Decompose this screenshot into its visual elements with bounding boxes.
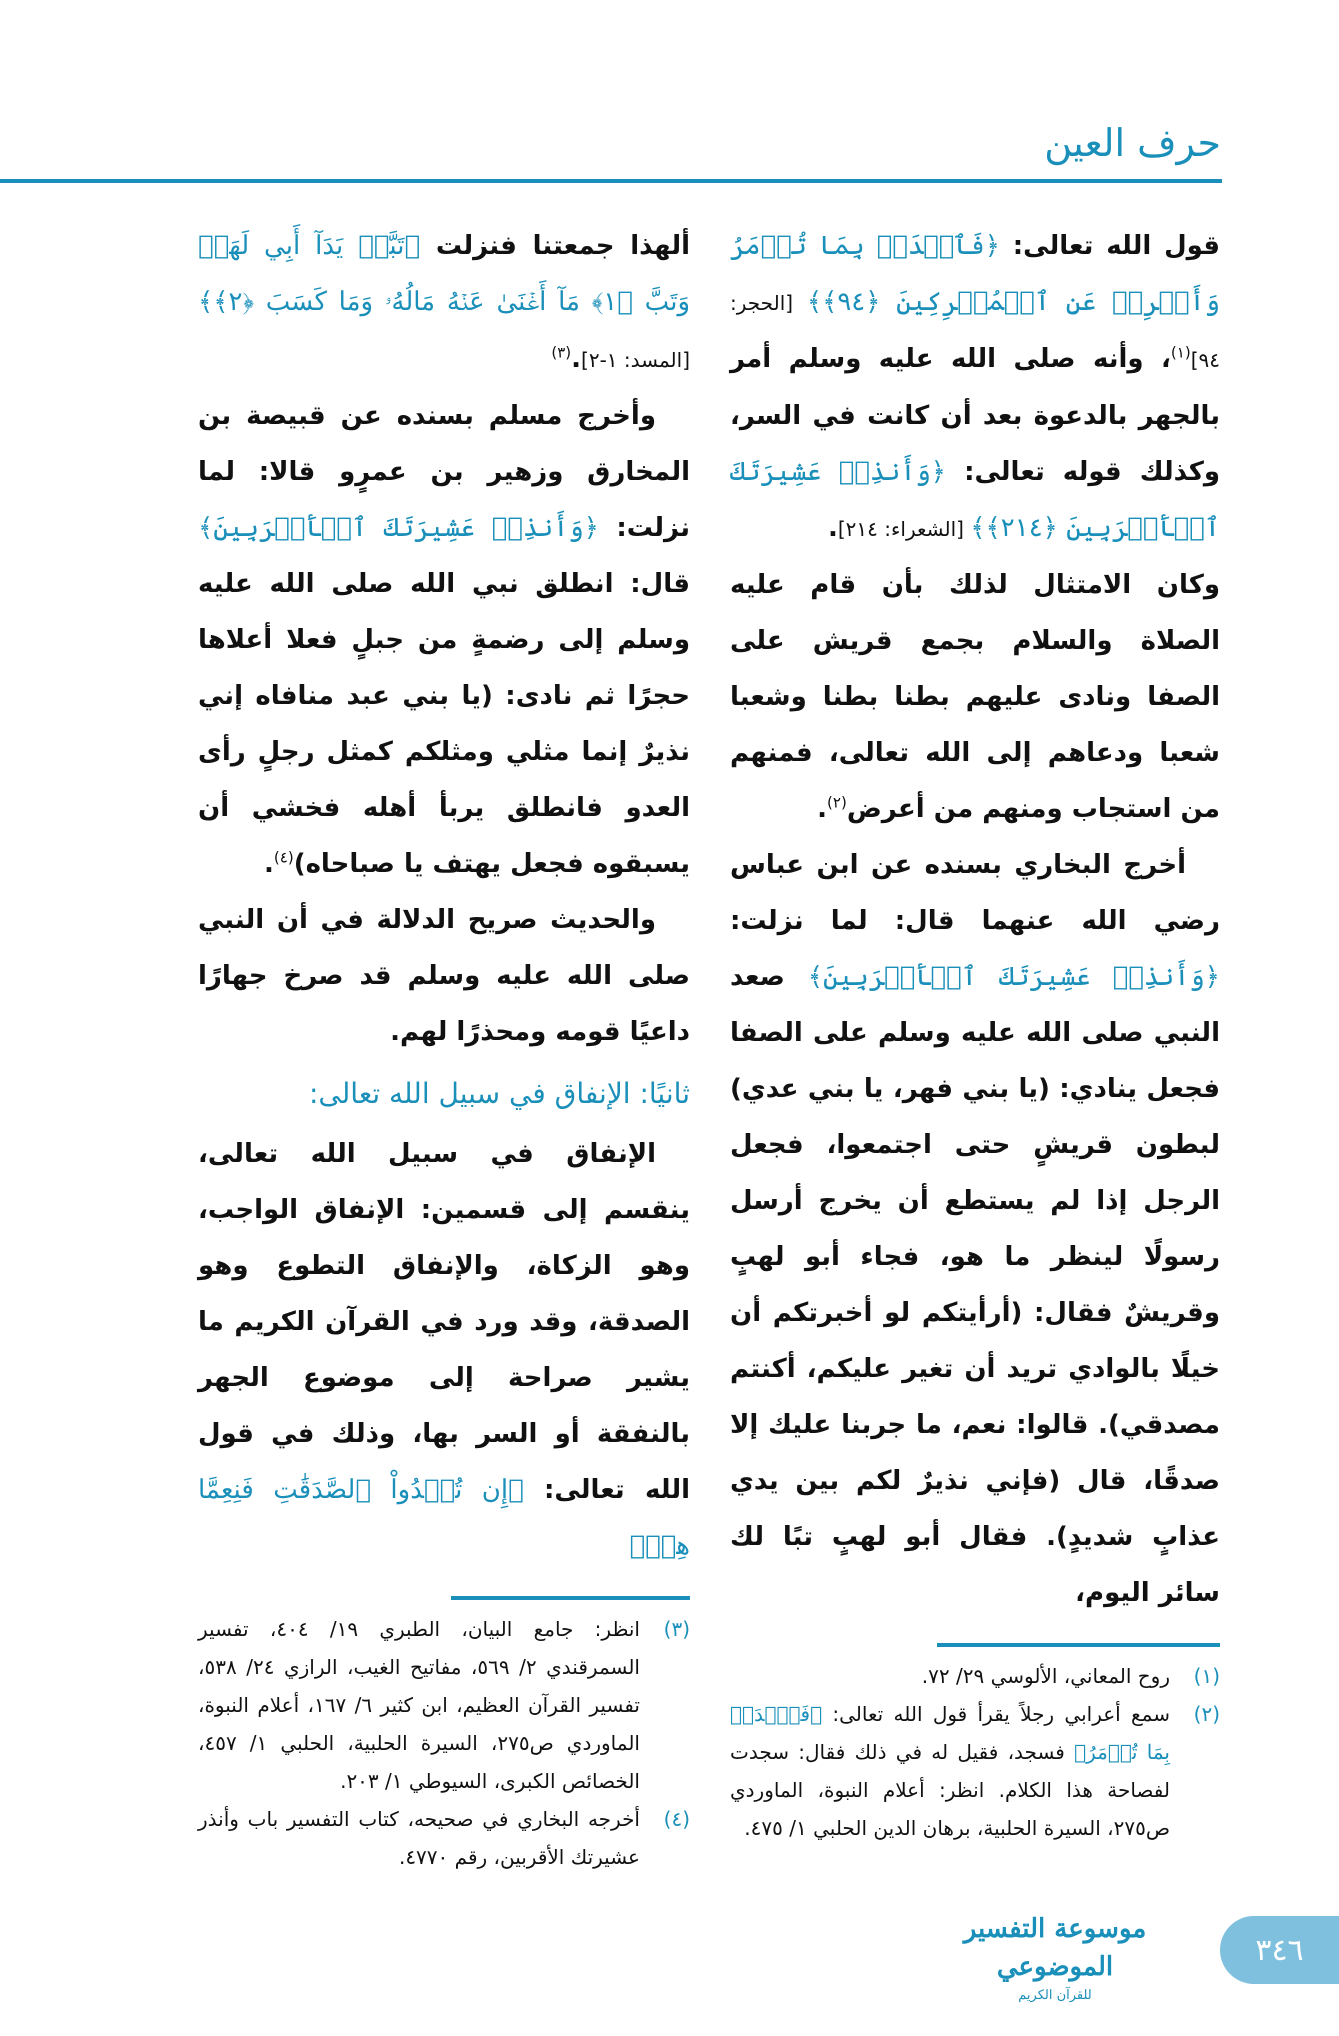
footnote-marker: (٤) [273, 848, 294, 867]
quran-verse: ﴿إِن تُبۡدُواْ ٱلصَّدَقَٰتِ فَنِعِمَّا هِيَۖ [198, 1475, 690, 1561]
footnote-marker: (٢) [827, 793, 847, 812]
text-run: والحديث صريح الدلالة في أن النبي صلى الله عليه وسلم قد صرخ جهارًا داعيًا قومه ومحذرًا لهم. [198, 905, 690, 1047]
footnote [730, 1657, 1220, 1695]
text-run: صعد النبي صلى الله عليه وسلم على الصفا فجعل ينادي: (يا بني فهر، يا بني عدي) لبطون قريشٍ حتى اجتمعوا، فجعل الرجل إذا لم يستطع أن يخرج أرسل رسولًا لينظر ما هو، فجاء أبو لهبٍ وقريشٌ فقال: (أرأيتكم لو أخبرتكم أن خيلًا بالوادي تريد أن تغير عليكم، أكنتم مصدقي). قالوا: نعم، ما جربنا عليك إلا صدقًا، قال (فإني نذيرٌ لكم بين يدي عذابٍ شديدٍ). فقال أبو لهبٍ تبًا لك سائر اليوم، [730, 962, 1220, 1608]
text-run: سمع أعرابي رجلاً يقرأ قول الله تعالى: [822, 1702, 1170, 1726]
logo-title: موسوعة التفسير الموضوعي [963, 1914, 1147, 1982]
text-run: أخرج البخاري بسنده عن ابن عباس رضي الله عنهما قال: لما نزلت: [730, 850, 1220, 936]
verse-reference: [المسد: ١-٢] [581, 348, 690, 372]
verse-reference: [الحجر: ٩٤] [730, 291, 1220, 372]
text-run: روح المعاني، الألوسي ٢٩/ ٧٢. [921, 1664, 1170, 1688]
paragraph [198, 892, 690, 1060]
verse-reference: [الشعراء: ٢١٤] [837, 517, 971, 541]
footnote-text [730, 1657, 1170, 1695]
encyclopedia-logo [930, 1910, 1180, 2006]
header-rule [0, 179, 1222, 183]
text-run: . [264, 849, 274, 879]
text-run: . [827, 513, 838, 543]
text-run: ألهذا جمعتنا فنزلت [420, 231, 690, 261]
text-run: أخرجه البخاري في صحيحه، كتاب التفسير باب وأنذر عشيرتك الأقربين، رقم ٤٧٧٠. [198, 1807, 640, 1869]
paragraph [730, 557, 1220, 837]
footnote-separator-right [937, 1643, 1220, 1647]
sub-heading: ثانيًا: الإنفاق في سبيل الله تعالى: [308, 1077, 690, 1110]
footnote-number: (٤) [663, 1807, 690, 1831]
footnote-number: (٣) [663, 1617, 690, 1641]
footnote-text [730, 1695, 1170, 1847]
footnote-number: (٢) [1193, 1702, 1220, 1726]
page-header [0, 0, 1339, 184]
left-column-wrap [198, 218, 690, 1876]
section-title: حرف العين [1044, 121, 1221, 165]
footnote-text [198, 1800, 640, 1876]
footnote-marker: (١) [1170, 343, 1191, 362]
text-run: انظر: جامع البيان، الطبري ١٩/ ٤٠٤، تفسير السمرقندي ٢/ ٥٦٩، مفاتيح الغيب، الرازي ٢٤/ ٥٣٨، تفسير القرآن العظيم، ابن كثير ٦/ ١٦٧، أعلام النبوة، الماوردي ص٢٧٥، السيرة الحلبية، الحلبي ١/ ٤٥٧، الخصائص الكبرى، السيوطي ١/ ٢٠٣. [198, 1617, 640, 1793]
columns [0, 184, 1339, 1876]
text-run: . [571, 344, 582, 374]
footnote-number: (١) [1193, 1664, 1220, 1688]
footnote-marker: (٣) [551, 343, 572, 362]
logo-subtitle: للقرآن الكريم [1018, 1988, 1092, 2003]
paragraph [198, 218, 690, 388]
quran-verse: ﴿وَأَنذِرۡ عَشِيرَتَكَ ٱلۡأَقۡرَبِينَ ﴿٢١٤﴾﴾ [730, 457, 1220, 543]
right-column [730, 218, 1220, 1621]
quran-verse: ﴿فَٱصۡدَعۡ بِمَا تُؤۡمَرُ﴾ [730, 1702, 1170, 1764]
text-run: ، وأنه صلى الله عليه وسلم أمر بالجهر بالدعوة بعد أن كانت في السر، وكذلك قوله تعالى: [730, 344, 1220, 487]
footnote-separator-left [451, 1596, 690, 1600]
text-run: قال: انطلق نبي الله صلى الله عليه وسلم إلى رضمةٍ من جبلٍ فعلا أعلاها حجرًا ثم نادى: (يا بني عبد منافاه إني نذيرٌ إنما مثلي ومثلكم كمثل رجلٍ رأى العدو فانطلق يربأ أهله فخشي أن يسبقوه فجعل يهتف يا صباحاه) [198, 569, 690, 879]
quran-verse: ﴿وَأَنذِرۡ عَشِيرَتَكَ ٱلۡأَقۡرَبِينَ﴾ [198, 513, 599, 543]
footnotes-left [198, 1610, 690, 1876]
paragraph [198, 388, 690, 892]
footnote [730, 1695, 1220, 1847]
footnotes-right [730, 1657, 1220, 1847]
quran-verse: ﴿تَبَّتۡ يَدَآ أَبِي لَهَبٖ وَتَبَّ ﴿١﴾ مَآ أَغۡنَىٰ عَنۡهُ مَالُهُۥ وَمَا كَسَبَ ﴿٢﴾﴾ [198, 231, 690, 317]
paragraph [730, 837, 1220, 1621]
text-run: فسجد، فقيل له في ذلك فقال: سجدت لفصاحة هذا الكلام. انظر: أعلام النبوة، الماوردي ص٢٧٥، السيرة الحلبية، برهان الدين الحلبي ١/ ٤٧٥. [730, 1740, 1170, 1840]
text-run: الإنفاق في سبيل الله تعالى، ينقسم إلى قسمين: الإنفاق الواجب، وهو الزكاة، والإنفاق التطوع وهو الصدقة، وقد ورد في القرآن الكريم ما يشير صراحة إلى موضوع الجهر بالنفقة أو السر بها، وذلك في قول الله تعالى: [198, 1139, 691, 1505]
page-number: ٣٤٦ [1220, 1916, 1339, 1984]
text-run: وكان الامتثال لذلك بأن قام عليه الصلاة والسلام بجمع قريش على الصفا ونادى عليهم بطنا بطنا وشعبا شعبا ودعاهم إلى الله تعالى، فمنهم من استجاب ومنهم من أعرض [730, 570, 1220, 824]
footnote [198, 1610, 690, 1800]
quran-verse: ﴿فَٱصۡدَعۡ بِمَا تُؤۡمَرُ وَأَعۡرِضۡ عَنِ ٱلۡمُشۡرِكِينَ ﴿٩٤﴾﴾ [730, 231, 1220, 317]
paragraph [730, 218, 1220, 557]
right-column-wrap [730, 218, 1220, 1847]
quran-verse: ﴿وَأَنذِرۡ عَشِيرَتَكَ ٱلۡأَقۡرَبِينَ﴾ [807, 962, 1220, 992]
text-run: . [817, 794, 828, 824]
page-footer [0, 1906, 1339, 2036]
footnote-text [198, 1610, 640, 1800]
left-column [198, 218, 690, 1574]
footnote [198, 1800, 690, 1876]
text-run: وأخرج مسلم بسنده عن قبيصة بن المخارق وزهير بن عمرٍو قالا: لما نزلت: [198, 401, 690, 543]
text-run: قول الله تعالى: [999, 231, 1220, 261]
paragraph [198, 1126, 690, 1574]
